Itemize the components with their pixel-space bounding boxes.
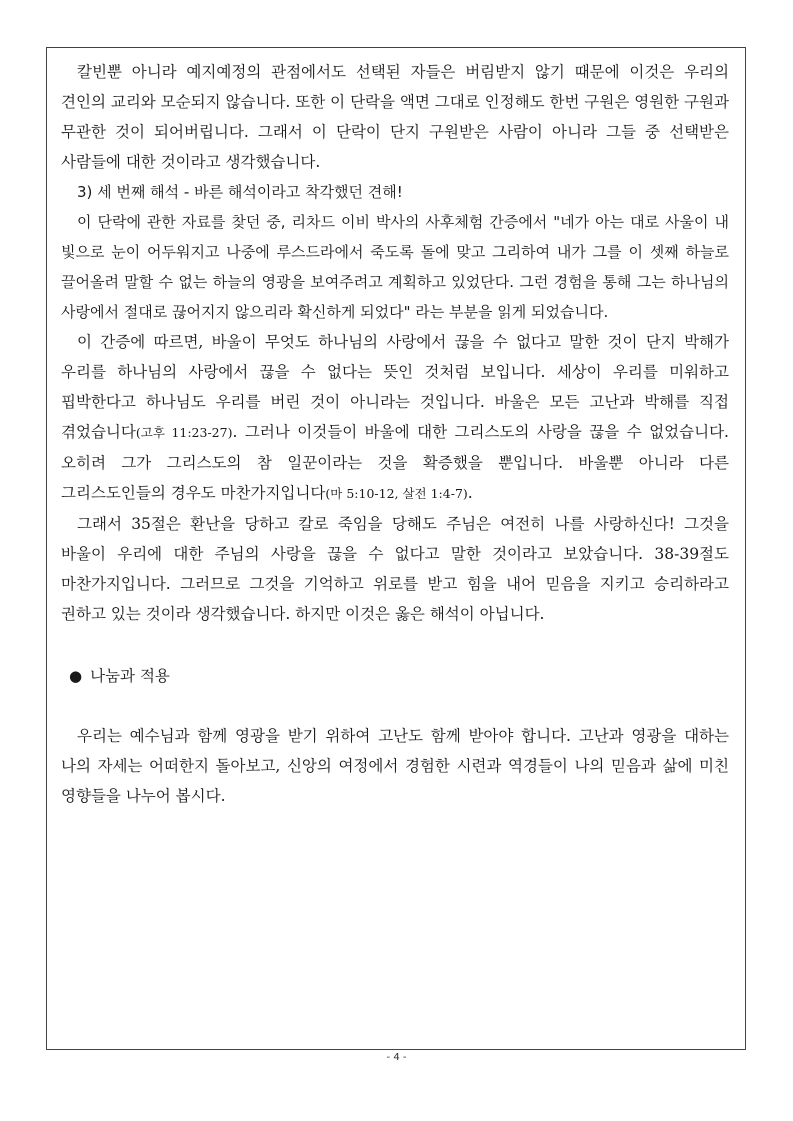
bullet-icon: ● xyxy=(69,667,83,685)
scripture-ref-1: (고후 11:23-27) xyxy=(135,425,233,440)
paragraph-2 xyxy=(61,207,729,327)
paragraph-3-part-c: . xyxy=(467,484,473,502)
subheading-third-interpretation: 3) 세 번째 해석 - 바른 해석이라고 착각했던 견해! xyxy=(77,183,403,201)
paragraph-3 xyxy=(61,327,729,509)
paragraph-2-tail: 라는 부분을 읽게 되었습니다. xyxy=(410,303,609,321)
paragraph-1: 칼빈뿐 아니라 예지예정의 관점에서도 선택된 자들은 버림받지 않기 때문에 이것은 우리의 견인의 교리와 모순되지 않습니다. 또한 이 단락을 액면 그대로 인정해도 한번 구원은 영원한 구원과 무관한 것이 되어버립니다. 그래서 이 단락이 단지 구원받은 사람이 아니라 그들 중 선택받은 사람들에 대한 것이라고 생각했습니다. xyxy=(61,63,729,171)
testimony-quote: 이 단락에 관한 자료를 찾던 중, 리차드 이비 박사의 사후체험 간증에서 "네가 아는 대로 사울이 내 빛으로 눈이 어두워지고 나중에 루스드라에서 죽도록 돌에 맞고 그리하여 내가 그를 이 셋째 하늘로 끌어올려 말할 수 없는 하늘의 영광을 보여주려고 계획하고 있었단다. 그런 경험을 통해 그는 하나님의 사랑에서 절대로 끊어지지 않으리라 확신하게 되었다" xyxy=(61,213,729,321)
paragraph-5: 우리는 예수님과 함께 영광을 받기 위하여 고난도 함께 받아야 합니다. 고난과 영광을 대하는 나의 자세는 어떠한지 돌아보고, 신앙의 여정에서 경험한 시련과 역경들이 나의 믿음과 삶에 미친 영향들을 나누어 봅시다. xyxy=(61,727,729,805)
paragraph-3-part-b: . 그러나 이것들이 바울에 대한 그리스도의 사랑을 끊을 수 없었습니다. 오히려 그가 그리스도의 참 일꾼이라는 것을 확증했을 뿐입니다. 바울뿐 아니라 다른 그리스도인들의 경우도 마찬가지입니다 xyxy=(61,423,729,502)
page-number: - 4 - xyxy=(386,1052,407,1063)
paragraph-3-part-a: 이 간증에 따르면, 바울이 무엇도 하나님의 사랑에서 끊을 수 없다고 말한 것이 단지 박해가 우리를 하나님의 사랑에서 끊을 수 없다는 뜻인 것처럼 보입니다. 세상이 우리를 미워하고 핍박한다고 하나님도 우리를 버린 것이 아니라는 것입니다. 바울은 모든 고난과 박해를 직접 겪었습니다 xyxy=(61,333,729,441)
content-frame xyxy=(46,47,746,1050)
scripture-ref-2: (마 5:10-12, 살전 1:4-7) xyxy=(325,486,468,501)
section-title: 나눔과 적용 xyxy=(90,667,170,685)
paragraph-4: 그래서 35절은 환난을 당하고 칼로 죽임을 당해도 주님은 여전히 나를 사랑하신다! 그것을 바울이 우리에 대한 주님의 사랑을 끊을 수 없다고 말한 것이라고 보았습니다. 38-39절도 마찬가지입니다. 그러므로 그것을 기억하고 위로를 받고 힘을 내어 믿음을 지키고 승리하라고 권하고 있는 것이라 생각했습니다. 하지만 이것은 옳은 해석이 아닙니다. xyxy=(61,515,729,623)
section-heading-sharing xyxy=(61,661,729,691)
